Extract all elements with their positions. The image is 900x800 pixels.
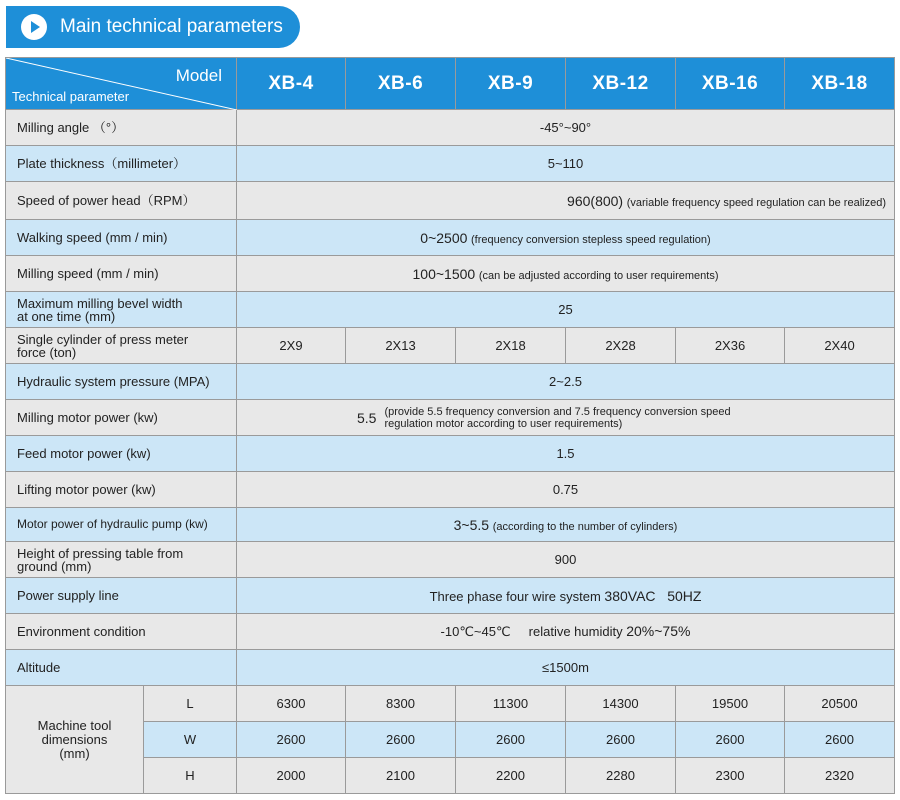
dimension-value: 2600 [346, 722, 456, 758]
header-row [6, 58, 895, 110]
table-row [6, 292, 895, 328]
table-row [6, 542, 895, 578]
spec-table [5, 57, 895, 794]
row-value: 0.75 [237, 472, 895, 508]
row-label: Milling motor power (kw) [6, 400, 237, 436]
dimension-value: 14300 [566, 686, 676, 722]
row-label-cell [6, 542, 237, 578]
temperature-range: -10℃~45℃ [440, 624, 511, 639]
spec-table-container [5, 57, 894, 794]
row-value-cell [237, 508, 895, 542]
dimension-value: 2100 [346, 758, 456, 794]
row-value-cell [237, 614, 895, 650]
row-value: -45°~90° [237, 110, 895, 146]
row-label: Single cylinder of press meter [17, 331, 189, 347]
dimensions-label: dimensions [41, 731, 108, 747]
dimension-axis-label: H [144, 758, 237, 794]
header-corner-cell [6, 58, 237, 110]
model-header-label: Model [175, 66, 222, 85]
row-value: 3~5.5 [453, 516, 490, 533]
dimension-axis-label: L [144, 686, 237, 722]
row-label: Walking speed (mm / min) [6, 220, 237, 256]
table-row [6, 146, 895, 182]
table-row [6, 256, 895, 292]
row-label: Milling angle （°） [6, 110, 237, 146]
row-label: Motor power of hydraulic pump (kw) [6, 508, 237, 542]
row-label: Maximum milling bevel width [17, 295, 183, 311]
dimension-value: 2600 [566, 722, 676, 758]
row-value: 2X13 [346, 328, 456, 364]
table-row [6, 436, 895, 472]
table-row [6, 328, 895, 364]
row-value-cell [237, 256, 895, 292]
row-value: 2~2.5 [237, 364, 895, 400]
dimension-value: 2300 [676, 758, 785, 794]
dimension-value: 20500 [785, 686, 895, 722]
row-value: 2X9 [237, 328, 346, 364]
dimensions-label: (mm) [59, 745, 90, 761]
row-note: (can be adjusted according to user requirements) [478, 269, 719, 282]
row-label: Feed motor power (kw) [6, 436, 237, 472]
table-row [6, 472, 895, 508]
table-row [6, 508, 895, 542]
row-value: 380VAC 50HZ [604, 587, 702, 604]
dimension-value: 2600 [676, 722, 785, 758]
dimension-value: 11300 [456, 686, 566, 722]
humidity-range: 20%~75% [626, 623, 691, 639]
dimension-value: 2320 [785, 758, 895, 794]
section-banner [6, 6, 300, 48]
row-value: 25 [237, 292, 895, 328]
row-note: (variable frequency speed regulation can be realized) [626, 196, 886, 209]
row-label: Hydraulic system pressure (MPA) [6, 364, 237, 400]
row-value: ≤1500m [237, 650, 895, 686]
humidity-label: relative humidity [528, 624, 623, 639]
dimension-value: 2000 [237, 758, 346, 794]
model-column-header: XB-6 [346, 58, 456, 110]
model-column-header: XB-9 [456, 58, 566, 110]
table-row [6, 400, 895, 436]
row-note: (frequency conversion stepless speed regulation) [471, 233, 711, 246]
row-label: ground (mm) [17, 558, 92, 574]
table-row [6, 220, 895, 256]
parameter-header-label: Technical parameter [12, 89, 130, 104]
row-value: 900 [237, 542, 895, 578]
row-label: Environment condition [6, 614, 237, 650]
dimension-value: 6300 [237, 686, 346, 722]
dimension-value: 2280 [566, 758, 676, 794]
row-label: Plate thickness（millimeter） [6, 146, 237, 182]
row-label: Altitude [6, 650, 237, 686]
row-label-cell [6, 292, 237, 328]
model-column-header: XB-16 [676, 58, 785, 110]
dimensions-label-cell [6, 686, 144, 794]
row-value: 100~1500 [412, 265, 476, 282]
row-label: Lifting motor power (kw) [6, 472, 237, 508]
row-value-cell [237, 400, 895, 436]
dimensions-label: Machine tool [37, 717, 112, 733]
row-label: Power supply line [6, 578, 237, 614]
dimension-value: 2600 [785, 722, 895, 758]
dimension-value: 8300 [346, 686, 456, 722]
row-label: force (ton) [17, 344, 77, 360]
model-column-header: XB-4 [237, 58, 346, 110]
model-column-header: XB-18 [785, 58, 895, 110]
play-icon [20, 13, 48, 41]
row-note: (according to the number of cylinders) [492, 520, 678, 533]
row-value: 5.5 [357, 409, 377, 426]
table-row [6, 110, 895, 146]
row-value: 2X40 [785, 328, 895, 364]
table-row [6, 686, 895, 722]
row-label: Speed of power head（RPM） [6, 182, 237, 220]
row-note: regulation motor according to user requirements) [384, 417, 623, 430]
row-value: 960(800) [567, 192, 624, 209]
row-label-cell [6, 328, 237, 364]
table-row [6, 182, 895, 220]
row-note: (provide 5.5 frequency conversion and 7.5 frequency conversion speed [384, 405, 731, 418]
dimension-axis-label: W [144, 722, 237, 758]
row-value: 2X28 [566, 328, 676, 364]
row-value: 1.5 [237, 436, 895, 472]
model-column-header: XB-12 [566, 58, 676, 110]
dimension-value: 2600 [456, 722, 566, 758]
dimension-value: 19500 [676, 686, 785, 722]
table-row [6, 364, 895, 400]
table-row [6, 578, 895, 614]
row-value: 2X18 [456, 328, 566, 364]
row-label: Height of pressing table from [17, 545, 184, 561]
table-row [6, 650, 895, 686]
row-value-cell [237, 578, 895, 614]
table-row [6, 614, 895, 650]
row-label: Milling speed (mm / min) [6, 256, 237, 292]
row-value-cell [237, 220, 895, 256]
section-title: Main technical parameters [60, 16, 283, 37]
row-value: 5~110 [237, 146, 895, 182]
row-value-cell [237, 182, 895, 220]
row-value: 0~2500 [420, 229, 468, 246]
dimension-value: 2200 [456, 758, 566, 794]
dimension-value: 2600 [237, 722, 346, 758]
row-value: 2X36 [676, 328, 785, 364]
row-value-prefix: Three phase four wire system [429, 588, 601, 604]
row-label: at one time (mm) [17, 308, 116, 324]
